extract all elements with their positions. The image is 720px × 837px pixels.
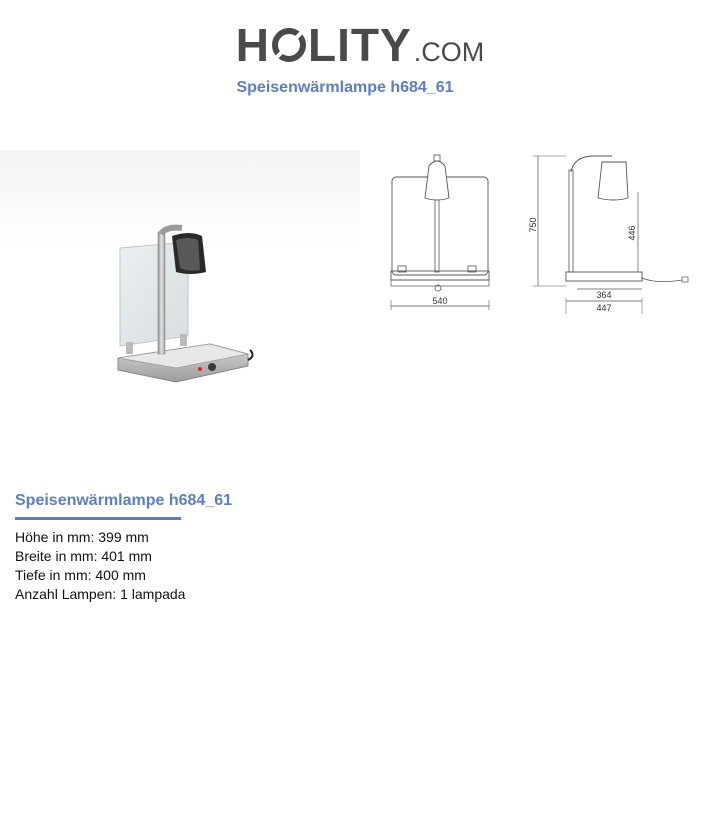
product-photo bbox=[0, 150, 360, 390]
spec-label: Breite in mm: bbox=[15, 548, 98, 564]
spec-label: Tiefe in mm: bbox=[15, 567, 92, 583]
logo-text-right: LITY bbox=[308, 19, 412, 71]
logo-suffix: .COM bbox=[413, 37, 485, 67]
spec-row-lamps bbox=[15, 585, 185, 604]
spec-label: Höhe in mm: bbox=[15, 529, 95, 545]
dim-height: 750 bbox=[528, 217, 538, 233]
dim-total-depth: 447 bbox=[596, 303, 612, 313]
spec-row-depth bbox=[15, 566, 185, 585]
heading-underline bbox=[15, 517, 181, 520]
product-illustration bbox=[0, 150, 360, 390]
spec-row-height bbox=[15, 528, 185, 547]
dim-width-front: 540 bbox=[432, 296, 448, 306]
spec-value: 1 lampada bbox=[120, 586, 186, 602]
dim-base-depth: 364 bbox=[596, 290, 612, 300]
technical-drawing bbox=[388, 150, 698, 320]
spec-row-width bbox=[15, 547, 185, 566]
spec-value: 401 mm bbox=[101, 548, 152, 564]
spec-label: Anzahl Lampen: bbox=[15, 586, 117, 602]
spec-value: 399 mm bbox=[98, 529, 149, 545]
dim-lamp-height: 446 bbox=[627, 225, 637, 241]
spec-list bbox=[15, 528, 185, 604]
page-title: Speisenwärmlampe h684_61 bbox=[236, 79, 454, 96]
dimension-drawing bbox=[388, 150, 698, 320]
brand-logo bbox=[0, 12, 720, 71]
spec-value: 400 mm bbox=[95, 567, 146, 583]
logo-wordmark bbox=[235, 19, 412, 71]
logo-o-icon bbox=[271, 27, 307, 63]
section-heading: Speisenwärmlampe h684_61 bbox=[15, 492, 233, 509]
logo-text-left: H bbox=[235, 19, 271, 71]
